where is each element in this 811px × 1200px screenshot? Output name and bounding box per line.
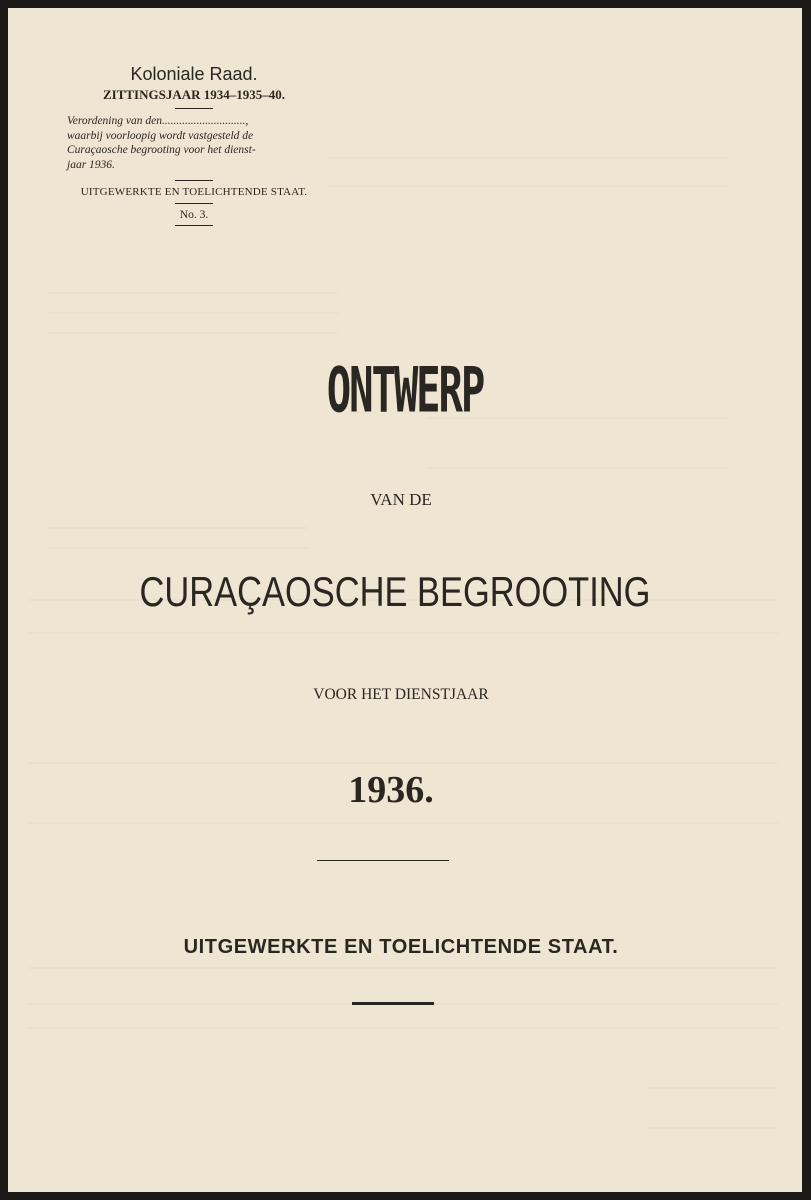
ordinance-line: Verordening van den............................., xyxy=(67,115,249,127)
statement-title: UITGEWERKTE EN TOELICHTENDE STAAT. xyxy=(183,936,619,958)
main-title: ONTWERP xyxy=(326,353,484,427)
council-name: Koloniale Raad. xyxy=(130,64,258,84)
header-divider xyxy=(175,203,213,204)
header-divider xyxy=(175,108,213,109)
header-divider xyxy=(175,225,213,226)
statement-label-small: UITGEWERKTE EN TOELICHTENDE STAAT. xyxy=(80,186,308,198)
ordinance-line: jaar 1936. xyxy=(67,158,115,171)
budget-year: 1936. xyxy=(348,769,434,811)
title-divider xyxy=(317,860,449,861)
header-divider xyxy=(175,180,213,181)
document-number: No. 3. xyxy=(179,209,209,221)
ordinance-line: Curaçaosche begrooting voor het dienst- xyxy=(67,144,256,156)
ordinance-text xyxy=(63,114,325,172)
ordinance-line: waarbij voorloopig wordt vastgesteld de xyxy=(67,129,254,142)
header-block xyxy=(63,58,325,231)
bottom-divider xyxy=(352,1002,434,1005)
session-years: ZITTINGSJAAR 1934–1935–40. xyxy=(102,87,286,102)
title-van-de: VAN DE xyxy=(370,490,432,509)
service-year-label: VOOR HET DIENSTJAAR xyxy=(313,686,489,703)
budget-title: CURAÇAOSCHE BEGROOTING xyxy=(139,568,651,615)
document-page xyxy=(8,8,802,1192)
